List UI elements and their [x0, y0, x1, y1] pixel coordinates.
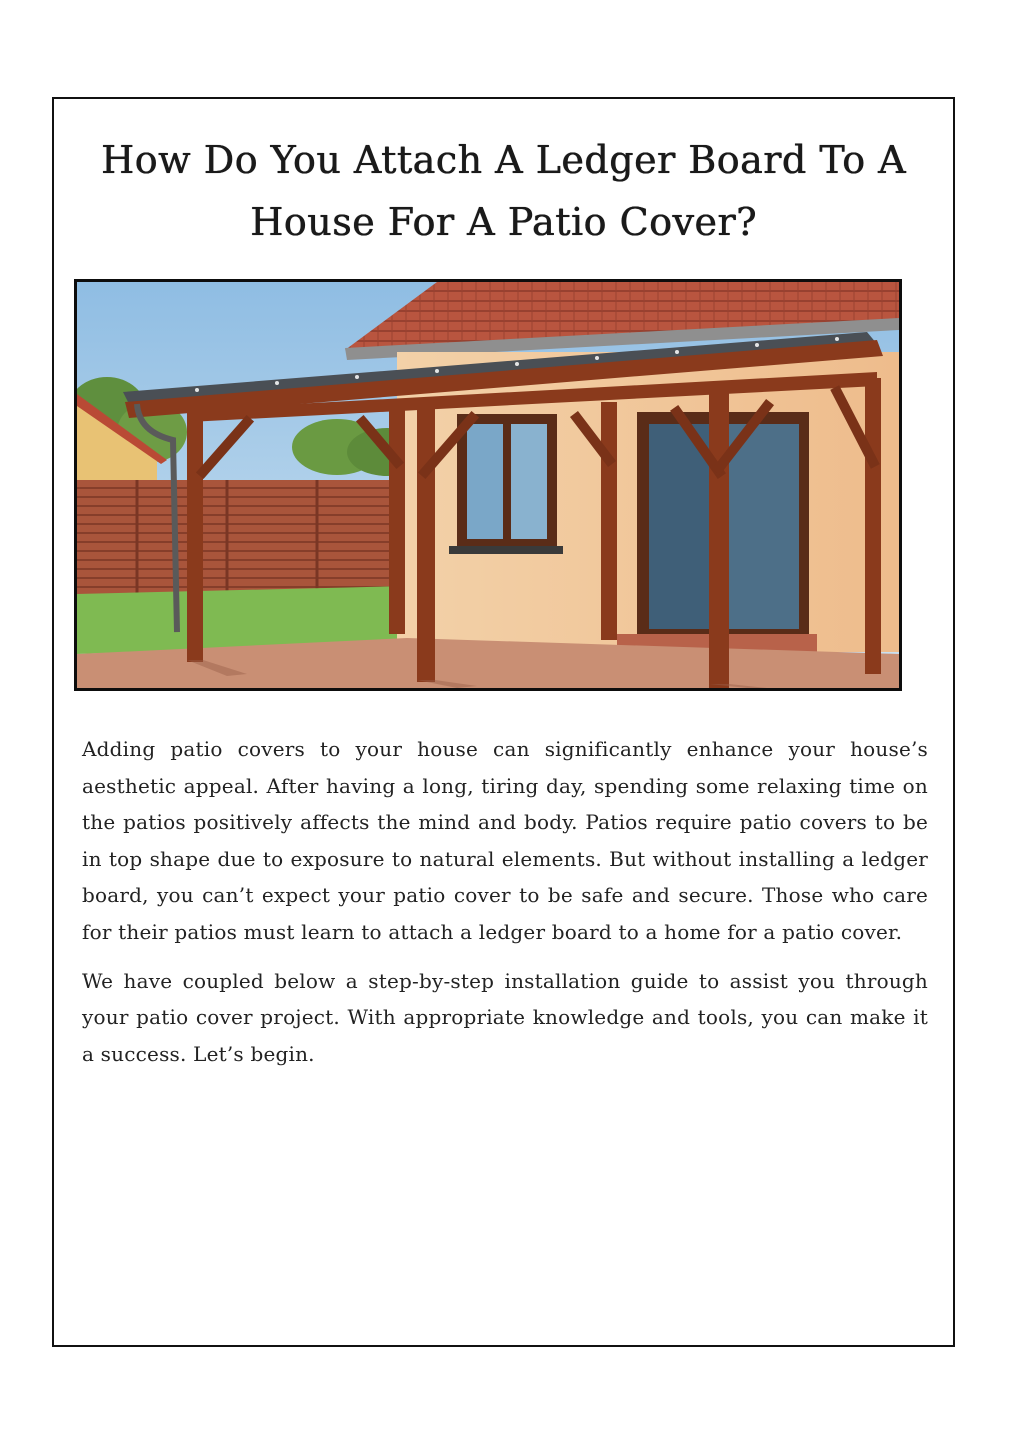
house-window — [449, 414, 563, 554]
paragraph-intro: Adding patio covers to your house can significantly enhance your house’s aesthetic appeal. After having a long, tiring day, spending some relaxing time on the patios positively affects the mind and body. Patios require patio covers to be in top shape due to exposure to natural elements. But without installing a ledger board, you can’t expect your patio cover to be safe and secure. Those who care for their patios must learn to attach a ledger board to a home for a patio cover. — [82, 737, 928, 944]
fence — [77, 480, 397, 598]
patio-illustration — [77, 282, 899, 688]
title-line-1: How Do You Attach A Ledger Board To A — [100, 138, 906, 182]
page-frame — [52, 97, 955, 1347]
title-line-2: House For A Patio Cover? — [250, 200, 757, 244]
page-title — [54, 129, 953, 253]
patio-cover-photo — [74, 279, 902, 691]
article-body — [82, 731, 928, 1084]
paragraph-guide: We have coupled below a step-by-step installation guide to assist you through your patio cover project. With appropriate knowledge and tools, you can make it a success. Let’s begin. — [82, 968, 928, 1066]
